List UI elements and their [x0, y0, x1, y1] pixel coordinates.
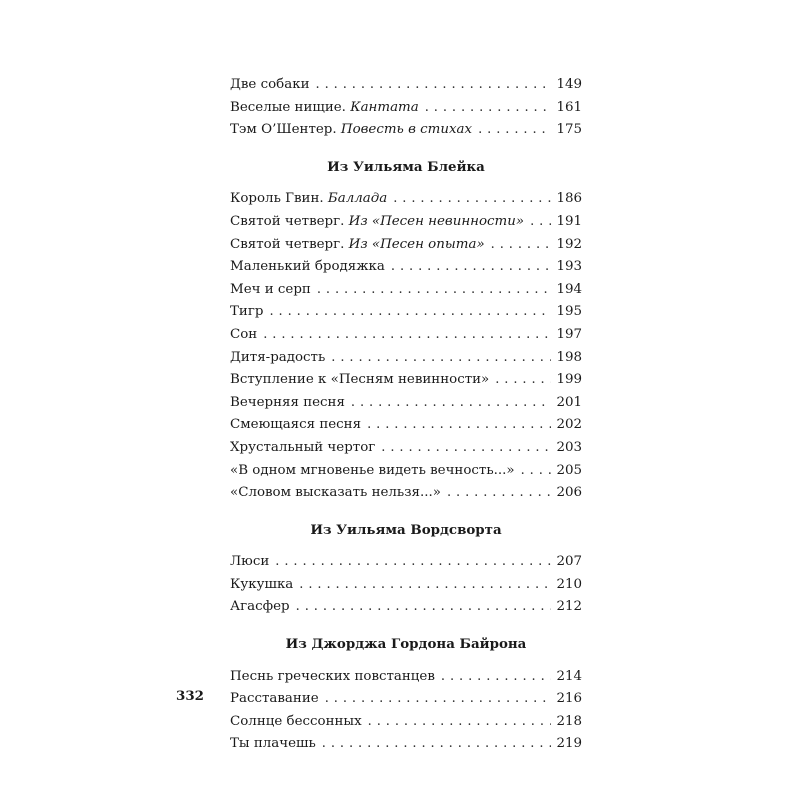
dot-leader [316, 74, 552, 97]
toc-entry-page-number: 194 [556, 281, 582, 297]
toc-entry-page-number: 214 [556, 668, 582, 684]
toc-entry-title-text: Смеющаяся песня [230, 417, 362, 433]
toc-entry-title [230, 711, 362, 734]
toc-entry-title [230, 688, 319, 711]
toc-entry-page-number: 161 [556, 99, 582, 115]
dot-leader [391, 256, 552, 279]
toc-entry-title-text: Ты плачешь [230, 736, 316, 752]
dot-leader [530, 211, 551, 234]
toc-entry-title-text: Хрустальный чертог [230, 439, 376, 455]
dot-leader [275, 551, 551, 574]
toc-entry-title [230, 596, 290, 619]
toc-entry-page-number: 191 [556, 213, 582, 229]
dot-leader [322, 733, 552, 756]
toc-entry [230, 733, 582, 756]
section-heading: Из Джорджа Гордона Байрона [285, 636, 527, 653]
toc-entry [230, 301, 582, 324]
toc-entry-title-text: Песнь греческих повстанцев [230, 668, 435, 684]
dot-leader [521, 460, 552, 483]
section-heading: Из Уильяма Блейка [327, 158, 485, 175]
toc-entry-title [230, 188, 387, 211]
dot-leader [393, 188, 551, 211]
toc-entry-title [230, 324, 257, 347]
toc-entry [230, 234, 582, 257]
toc-entry-title-text: Маленький бродяжка [230, 259, 385, 275]
toc-entry-title-text: Расставание [230, 691, 319, 707]
toc-entry-title-text: Люси [230, 554, 270, 570]
toc-entry-subtitle: Кантата [350, 99, 419, 115]
toc-entry [230, 97, 582, 120]
toc-entry [230, 188, 582, 211]
toc-entry-title [230, 74, 310, 97]
toc-entry [230, 482, 582, 505]
toc-entry [230, 574, 582, 597]
toc-entry-title-text: «В одном мгновенье видеть вечность...» [230, 462, 515, 478]
dot-leader [331, 347, 551, 370]
toc-entry [230, 369, 582, 392]
dot-leader [325, 688, 552, 711]
toc-entry-title [230, 482, 441, 505]
dot-leader [299, 574, 551, 597]
toc-entry-page-number: 205 [556, 462, 582, 478]
toc-entry-title-text: Сон [230, 326, 258, 342]
dot-leader [269, 301, 551, 324]
toc-entry-title [230, 119, 472, 142]
toc-entry [230, 392, 582, 415]
toc-entry-title-text: «Словом высказать нельзя...» [230, 485, 441, 501]
toc-entry-title [230, 392, 345, 415]
toc-entry-page-number: 186 [556, 191, 582, 207]
toc-entry-title-text: Меч и серп [230, 281, 311, 297]
toc-entry-page-number: 198 [556, 349, 582, 365]
toc-entry-title [230, 234, 485, 257]
toc-entry-page-number: 218 [556, 713, 582, 729]
toc-entry-title [230, 460, 515, 483]
toc-entry [230, 279, 582, 302]
toc-entry-title-text: Веселые нищие. [230, 99, 351, 115]
toc-entry [230, 711, 582, 734]
toc-entry-title-text: Солнце бессонных [230, 713, 362, 729]
dot-leader [367, 414, 551, 437]
toc-entry-title [230, 301, 263, 324]
toc-entry-page-number: 193 [556, 259, 582, 275]
toc-entry-page-number: 192 [556, 236, 582, 252]
toc-entry-title [230, 256, 385, 279]
toc-entry-title-text: Вечерняя песня [230, 394, 345, 410]
dot-leader [447, 482, 552, 505]
toc-entry-subtitle: Баллада [327, 191, 388, 207]
toc-entry [230, 551, 582, 574]
toc-entry-title-text: Вступление к «Песням невинности» [230, 372, 490, 388]
dot-leader [368, 711, 552, 734]
dot-leader [478, 119, 551, 142]
toc-entry [230, 437, 582, 460]
toc-entry-title [230, 551, 269, 574]
toc-entry-title [230, 666, 435, 689]
toc-entry-page-number: 219 [556, 736, 582, 752]
toc-entry-subtitle: Из «Песен опыта» [348, 236, 485, 252]
toc-entry-title-text: Святой четверг. [230, 213, 349, 229]
toc-entry [230, 256, 582, 279]
toc-entry-page-number: 202 [556, 417, 582, 433]
toc-entry-title [230, 733, 316, 756]
dot-leader [351, 392, 552, 415]
toc-entry-page-number: 203 [556, 439, 582, 455]
toc-entry [230, 211, 582, 234]
toc-entry-page-number: 212 [556, 599, 582, 615]
toc-entry-title [230, 414, 361, 437]
toc-entry-title-text: Агасфер [230, 599, 290, 615]
toc-entry-title [230, 347, 325, 370]
toc-entry [230, 74, 582, 97]
toc-entry-subtitle: Из «Песен невинности» [348, 213, 525, 229]
table-of-contents [230, 74, 582, 756]
toc-entry-title [230, 437, 375, 460]
toc-entry [230, 119, 582, 142]
dot-leader [296, 596, 552, 619]
dot-leader [381, 437, 551, 460]
toc-entry-title [230, 279, 311, 302]
toc-entry-page-number: 197 [556, 326, 582, 342]
toc-entry-title-text: Дитя-радость [230, 349, 326, 365]
toc-entry-page-number: 201 [556, 394, 582, 410]
toc-entry-page-number: 195 [556, 304, 582, 320]
toc-entry-subtitle: Повесть в стихах [340, 122, 473, 138]
toc-entry-page-number: 199 [556, 372, 582, 388]
dot-leader [495, 369, 551, 392]
dot-leader [425, 97, 552, 120]
toc-entry [230, 347, 582, 370]
toc-entry [230, 596, 582, 619]
dot-leader [317, 279, 552, 302]
dot-leader [263, 324, 551, 347]
toc-entry [230, 688, 582, 711]
toc-entry-page-number: 210 [556, 576, 582, 592]
section-heading: Из Уильяма Вордсворта [310, 521, 502, 538]
toc-entry-title-text: Король Гвин. [230, 191, 328, 207]
dot-leader [491, 234, 552, 257]
toc-entry-title-text: Кукушка [230, 576, 294, 592]
toc-entry-title-text: Тигр [230, 304, 264, 320]
toc-entry-page-number: 207 [556, 554, 582, 570]
toc-entry [230, 414, 582, 437]
toc-entry [230, 666, 582, 689]
toc-entry-page-number: 206 [556, 485, 582, 501]
toc-entry [230, 324, 582, 347]
toc-entry-page-number: 149 [556, 77, 582, 92]
toc-entry-page-number: 175 [556, 122, 582, 138]
toc-entry-page-number: 216 [556, 691, 582, 707]
toc-entry-title [230, 211, 524, 234]
toc-entry-title [230, 574, 293, 597]
toc-entry-title [230, 369, 489, 392]
dot-leader [441, 666, 552, 689]
toc-entry-title-text: Две собаки [230, 77, 310, 92]
toc-entry [230, 460, 582, 483]
toc-entry-title [230, 97, 419, 120]
toc-entry-title-text: Тэм О’Шентер. [230, 122, 341, 138]
toc-entry-title-text: Святой четверг. [230, 236, 349, 252]
page-number: 332 [176, 688, 204, 704]
